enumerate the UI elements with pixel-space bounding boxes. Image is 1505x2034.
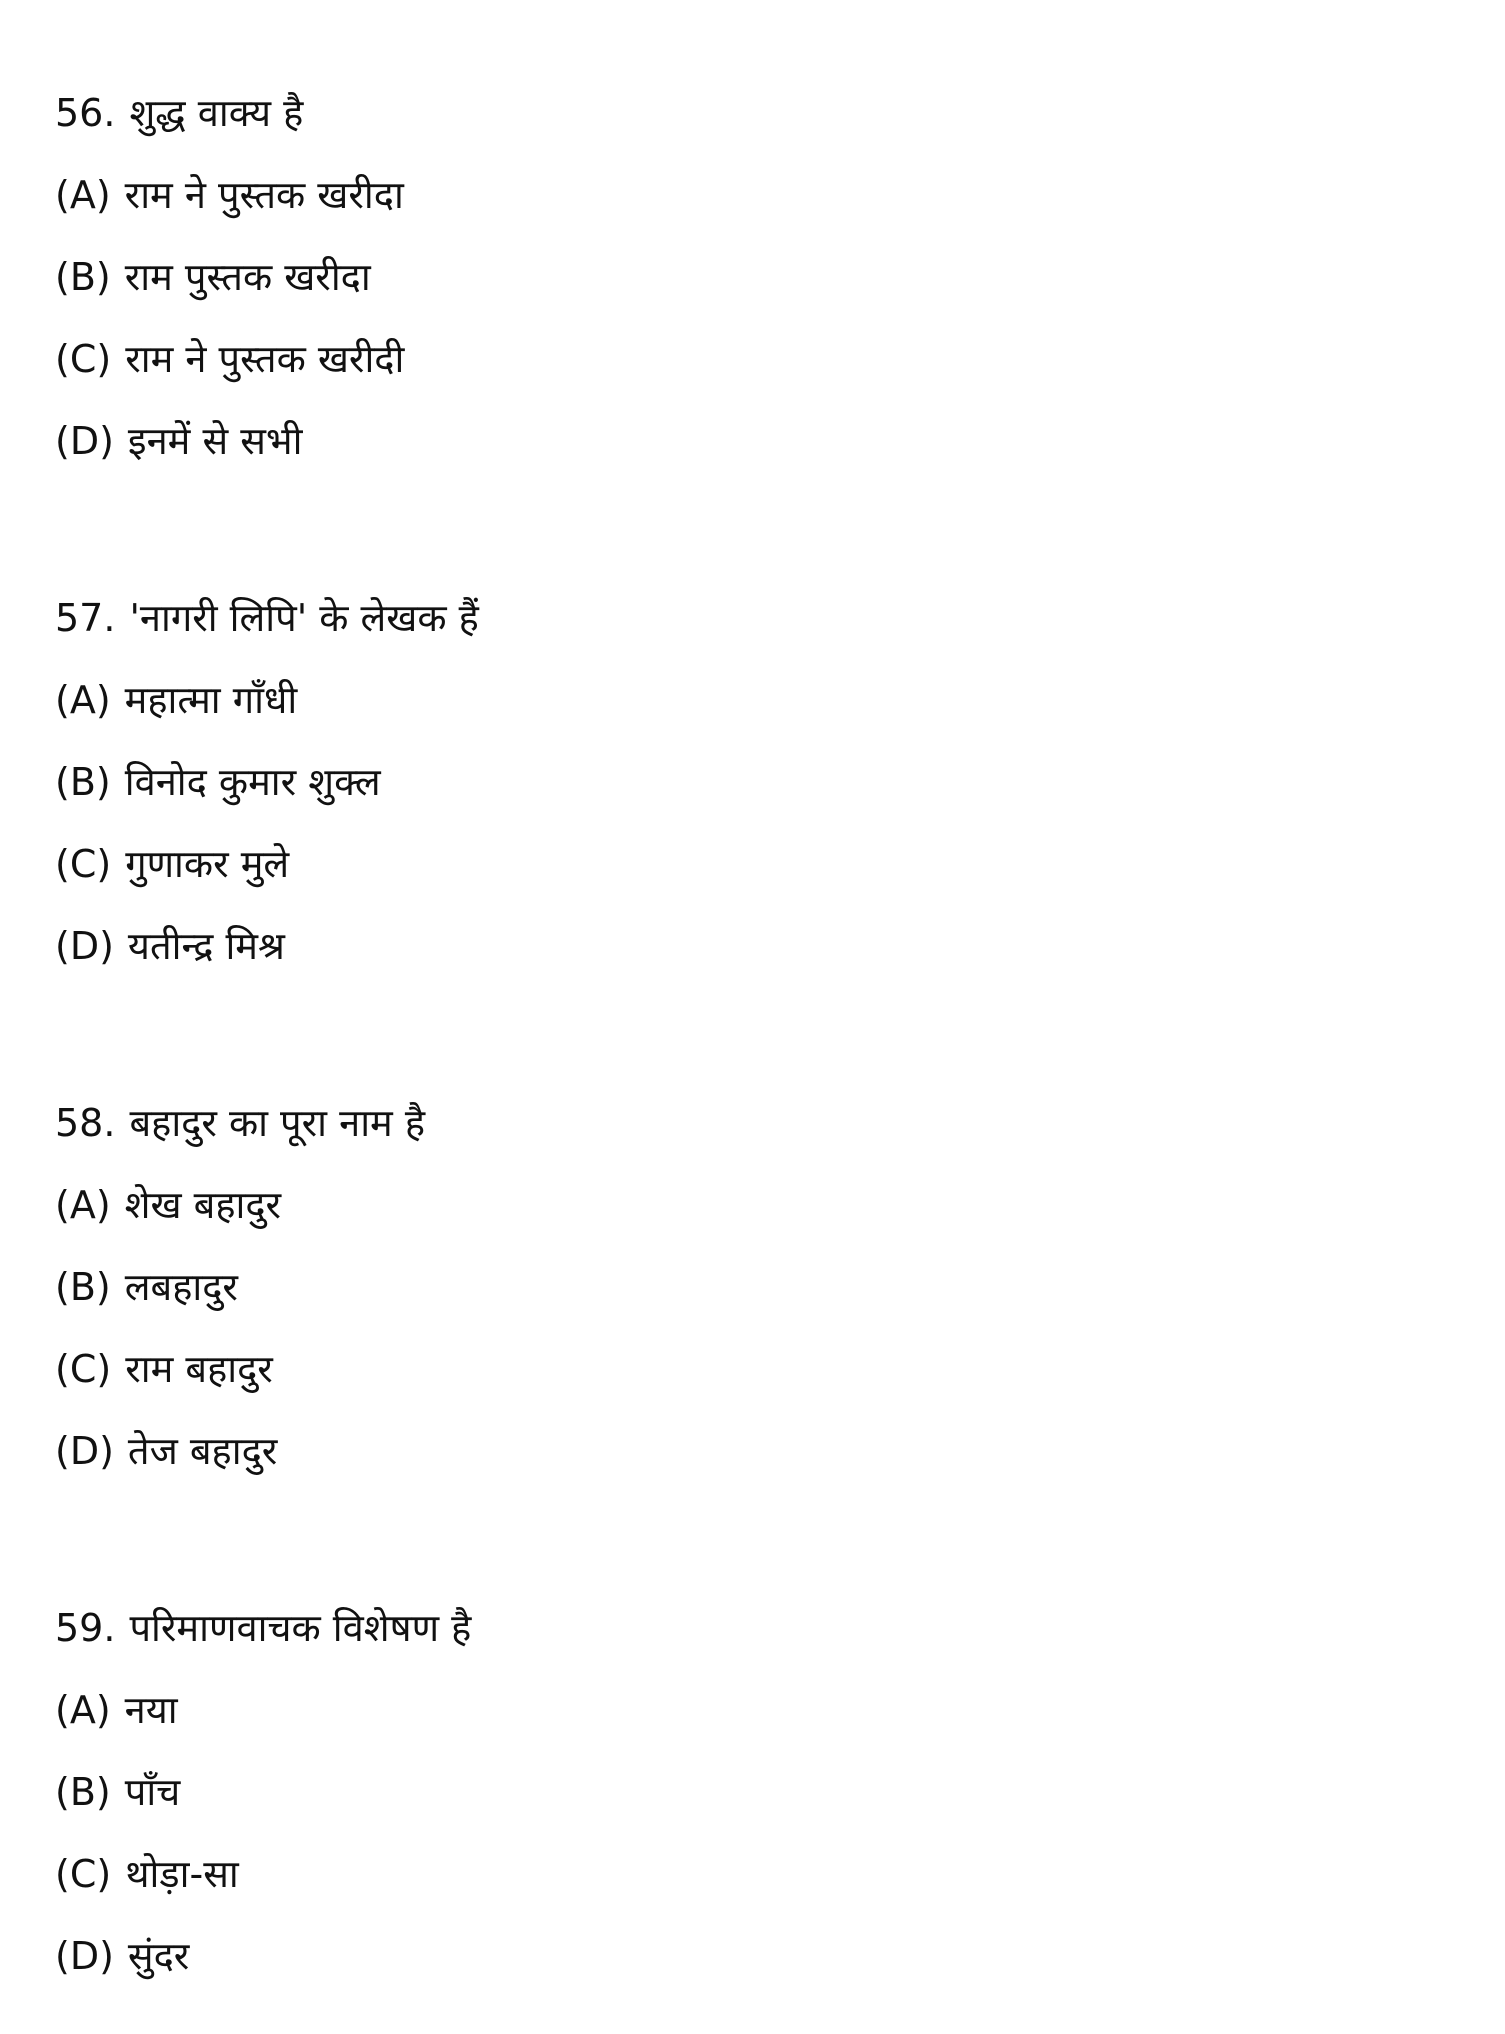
option-a (55, 1669, 1505, 1751)
option-letter: (C) (55, 842, 112, 886)
option-letter: (B) (55, 1265, 111, 1309)
option-d (55, 400, 1505, 482)
option-text: तेज बहादुर (127, 1429, 278, 1473)
question-text: 'नागरी लिपि' के लेखक हैं (129, 596, 479, 640)
question-stem (55, 72, 1505, 154)
option-d (55, 905, 1505, 987)
question-text: बहादुर का पूरा नाम है (129, 1101, 426, 1145)
option-b (55, 236, 1505, 318)
option-c (55, 1328, 1505, 1410)
option-letter: (D) (55, 924, 114, 968)
option-letter: (A) (55, 1688, 111, 1732)
option-c (55, 318, 1505, 400)
option-a (55, 1164, 1505, 1246)
option-letter: (C) (55, 1347, 112, 1391)
question-58 (55, 1082, 1505, 1492)
option-b (55, 741, 1505, 823)
option-text: नया (124, 1688, 178, 1732)
option-text: विनोद कुमार शुक्ल (124, 760, 381, 804)
question-number: 56. (55, 91, 116, 135)
option-text: राम पुस्तक खरीदा (124, 255, 371, 299)
question-number: 59. (55, 1606, 116, 1650)
option-text: राम ने पुस्तक खरीदा (124, 173, 404, 217)
option-b (55, 1246, 1505, 1328)
option-letter: (D) (55, 419, 114, 463)
question-56 (55, 72, 1505, 482)
option-letter: (D) (55, 1934, 114, 1978)
option-text: महात्मा गाँधी (124, 678, 298, 722)
option-text: लबहादुर (124, 1265, 238, 1309)
option-text: पाँच (124, 1770, 181, 1814)
option-c (55, 823, 1505, 905)
option-b (55, 1751, 1505, 1833)
question-stem (55, 577, 1505, 659)
option-letter: (B) (55, 255, 111, 299)
option-c (55, 1833, 1505, 1915)
option-a (55, 659, 1505, 741)
option-d (55, 1915, 1505, 1997)
question-text: परिमाणवाचक विशेषण है (129, 1606, 472, 1650)
option-text: राम ने पुस्तक खरीदी (125, 337, 405, 381)
option-d (55, 1410, 1505, 1492)
option-text: थोड़ा-सा (125, 1852, 239, 1896)
option-text: यतीन्द्र मिश्र (127, 924, 285, 968)
option-letter: (C) (55, 337, 112, 381)
question-59 (55, 1587, 1505, 1997)
question-stem (55, 1587, 1505, 1669)
question-stem (55, 1082, 1505, 1164)
option-text: शेख बहादुर (124, 1183, 282, 1227)
option-letter: (B) (55, 1770, 111, 1814)
question-text: शुद्ध वाक्य है (129, 91, 304, 135)
option-letter: (C) (55, 1852, 112, 1896)
option-letter: (D) (55, 1429, 114, 1473)
option-text: इनमें से सभी (127, 419, 303, 463)
option-letter: (A) (55, 173, 111, 217)
option-letter: (A) (55, 1183, 111, 1227)
question-57 (55, 577, 1505, 987)
option-a (55, 154, 1505, 236)
option-letter: (B) (55, 760, 111, 804)
question-number: 58. (55, 1101, 116, 1145)
option-text: गुणाकर मुले (125, 842, 290, 886)
question-number: 57. (55, 596, 116, 640)
option-text: सुंदर (127, 1934, 190, 1978)
option-text: राम बहादुर (125, 1347, 273, 1391)
option-letter: (A) (55, 678, 111, 722)
